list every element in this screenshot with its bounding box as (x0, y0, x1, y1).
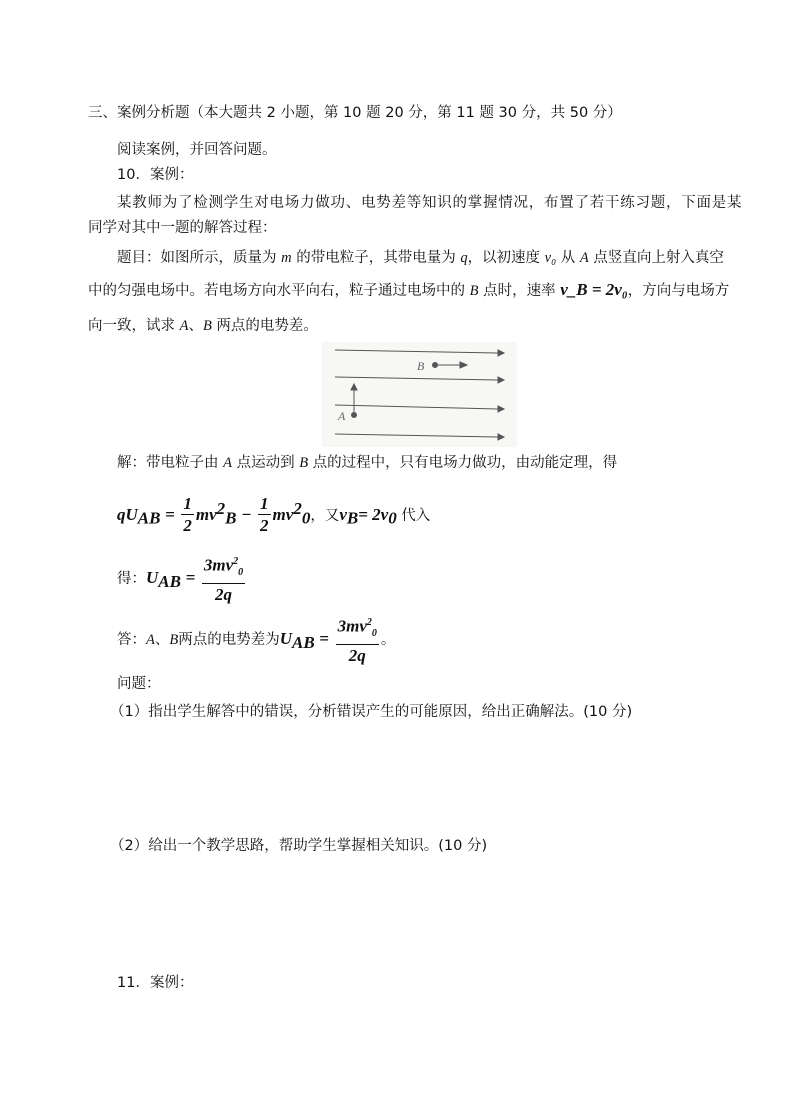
eq-sup: 2 (366, 617, 372, 628)
text: ，又 (310, 507, 340, 524)
var-m: m (281, 250, 292, 266)
question-1: （1）指出学生解答中的错误，分析错误产生的可能原因，给出正确解法。(10 分) (110, 704, 633, 720)
fraction-result (202, 552, 245, 606)
q11-label: 11．案例： (117, 975, 194, 991)
label-b: B (417, 359, 425, 373)
solution-line (117, 453, 617, 473)
var-b: B (299, 455, 309, 471)
instruction: 阅读案例，并回答问题。 (117, 142, 277, 158)
text: 解：带电粒子由 (117, 455, 224, 471)
text: 答： (117, 632, 146, 649)
label-a: A (338, 409, 346, 423)
den: 2q (348, 646, 366, 666)
eq-text: U (146, 568, 159, 588)
eq-sign: = (185, 568, 196, 588)
eq-text: qU (117, 504, 138, 524)
fraction-result (336, 613, 379, 667)
num-text: 3mv (203, 555, 234, 575)
num (336, 613, 379, 645)
eq-sign: − (241, 504, 252, 524)
eq-text: v (339, 504, 347, 524)
text: 从 (556, 250, 580, 266)
var-a: A (146, 632, 155, 649)
eq-sub: 0 (301, 508, 311, 528)
result-line (117, 552, 247, 606)
den: 2 (183, 516, 192, 536)
var-a: A (579, 250, 589, 266)
var-b: B (202, 318, 212, 334)
case-text-2: 同学对其中一题的解答过程： (88, 220, 277, 236)
eq-sub: B (225, 508, 237, 528)
text: 题目：如图所示，质量为 (117, 250, 282, 266)
eq-sub: AB (292, 632, 315, 652)
var-a: A (179, 318, 189, 334)
text: 点竖直向上射入真空 (588, 250, 724, 266)
eq-sup: 2 (233, 556, 239, 567)
eq-sub: 0 (388, 508, 397, 528)
text: 两点的电势差。 (211, 318, 318, 334)
formula-vb: v_B = 2v₀ (560, 280, 628, 299)
question-2: （2）给出一个教学思路，帮助学生掌握相关知识。(10 分) (110, 838, 488, 854)
text: 点时，速率 (478, 283, 561, 299)
text: 、 (154, 632, 170, 649)
var-b: B (169, 632, 179, 649)
eq-sub: B (346, 508, 359, 528)
equation-energy (117, 487, 430, 541)
text: 点的过程中，只有电场力做功，由动能定理，得 (308, 455, 618, 471)
problem-line-1 (117, 248, 724, 268)
problem-line-2 (88, 280, 729, 301)
var-a: A (223, 455, 232, 471)
eq-sub: AB (137, 508, 161, 528)
eq-sup: 2 (216, 499, 226, 518)
eq-text: mv (272, 504, 294, 524)
eq-text: = 2v (358, 504, 389, 524)
eq-sub: 0 (238, 567, 244, 579)
text: 代入 (401, 507, 431, 524)
section-title: 三、案例分析题（本大题共 2 小题，第 10 题 20 分，第 11 题 30 分，共 50 分） (88, 105, 622, 121)
q10-label: 10．案例： (117, 167, 194, 183)
fraction-half (258, 494, 271, 537)
text: 中的匀强电场中。若电场方向水平向右，粒子通过电场中的 (88, 283, 470, 299)
eq-sign: = (319, 629, 329, 649)
var-v0: v₀ (544, 250, 557, 266)
den: 2q (215, 585, 233, 605)
problem-line-3 (88, 316, 318, 336)
var-q: q (460, 250, 468, 266)
field-lines-diagram (322, 342, 517, 447)
eq-sub: 0 (371, 628, 377, 640)
num (202, 552, 245, 584)
case-text-1: 某教师为了检测学生对电场力做功、电势差等知识的掌握情况，布置了若干练习题，下面是某 (117, 195, 743, 211)
num: 1 (260, 494, 269, 514)
text: 两点的电势差为 (178, 632, 280, 649)
fraction-half (181, 494, 194, 537)
eq-sup: 2 (293, 499, 302, 518)
var-b: B (469, 283, 479, 299)
text: 的带电粒子，其带电量为 (291, 250, 461, 266)
eq-text: mv (195, 504, 217, 524)
den: 2 (260, 516, 269, 536)
eq-text: U (279, 629, 292, 649)
electric-field-figure (322, 342, 517, 447)
text: 点运动到 (231, 455, 300, 471)
text: ，方向与电场方 (627, 283, 730, 299)
text: 向一致，试求 (88, 318, 180, 334)
num: 1 (183, 494, 192, 514)
text: 、 (188, 318, 203, 334)
num-text: 3mv (337, 616, 367, 636)
answer-line (117, 613, 395, 667)
text: 。 (380, 632, 396, 649)
eq-sign: = (165, 504, 175, 524)
eq-sub: AB (158, 571, 181, 591)
questions-label: 问题： (117, 676, 161, 692)
text: ，以初速度 (467, 250, 545, 266)
text: 得： (117, 571, 146, 588)
